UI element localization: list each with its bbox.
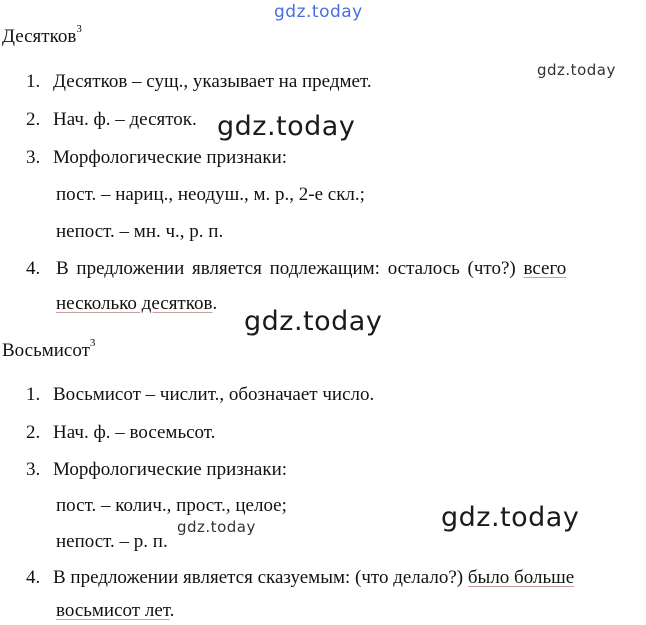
item-tail: . [169,600,175,621]
item-text: Десятков – сущ., указывает на предмет. [53,71,372,92]
section1-const-features [56,184,365,206]
item-number: 3. [26,147,41,168]
item-number: 2. [26,422,41,443]
item-text: В предложении является подлежащим: осталось (что?) [56,258,516,279]
item-text: пост. – колич., прост., целое; [56,495,287,516]
watermark-mid3: gdz.today [441,502,580,533]
item-number: 1. [26,71,41,92]
section1-item-1 [26,71,372,93]
item-number: 4. [26,258,41,279]
section1-title-text: Десятков [2,26,77,47]
item-text: В предложении является сказуемым: (что делало?) [53,567,464,588]
item-text: Нач. ф. – десяток. [53,109,197,130]
watermark-right: gdz.today [537,61,616,79]
section2-item-3 [26,459,287,481]
item-text: Морфологические признаки: [53,459,288,480]
section2-item-1 [26,384,374,406]
item-text: непост. – р. п. [56,531,168,552]
section2-item-4-cont [56,600,174,622]
item-number: 4. [26,567,41,588]
underlined-phrase: несколько десятков [56,293,213,314]
section2-item-4 [26,567,574,589]
item-text: непост. – мн. ч., р. п. [56,221,224,242]
section2-title [2,337,96,362]
section1-var-features [56,221,223,243]
item-number: 2. [26,109,41,130]
item-number: 3. [26,459,41,480]
watermark-mid2: gdz.today [244,306,383,337]
underlined-phrase: было больше [467,567,575,588]
item-number: 1. [26,384,41,405]
item-text: Морфологические признаки: [53,147,288,168]
section1-item-4-cont [56,293,217,315]
section2-title-text: Восьмисот [2,340,90,361]
section2-var-features [56,531,168,553]
section2-const-features [56,495,287,517]
item-text: Восьмисот – числит., обозначает число. [53,384,375,405]
section1-title [2,23,82,48]
item-text: пост. – нариц., неодуш., м. р., 2-е скл.; [56,184,365,205]
section1-footnote: 3 [76,23,82,35]
watermark-mid1: gdz.today [217,111,356,142]
section1-item-4 [26,258,566,280]
item-tail: . [212,293,218,314]
item-text: Нач. ф. – восемьсот. [53,422,216,443]
section1-item-3 [26,147,287,169]
section2-item-2 [26,422,215,444]
underlined-phrase: восьмисот лет [56,600,170,621]
underlined-phrase: всего [523,258,567,279]
watermark-top: gdz.today [274,2,363,22]
section2-footnote: 3 [89,337,96,349]
section1-item-2 [26,109,197,131]
watermark-mid4: gdz.today [177,518,256,536]
